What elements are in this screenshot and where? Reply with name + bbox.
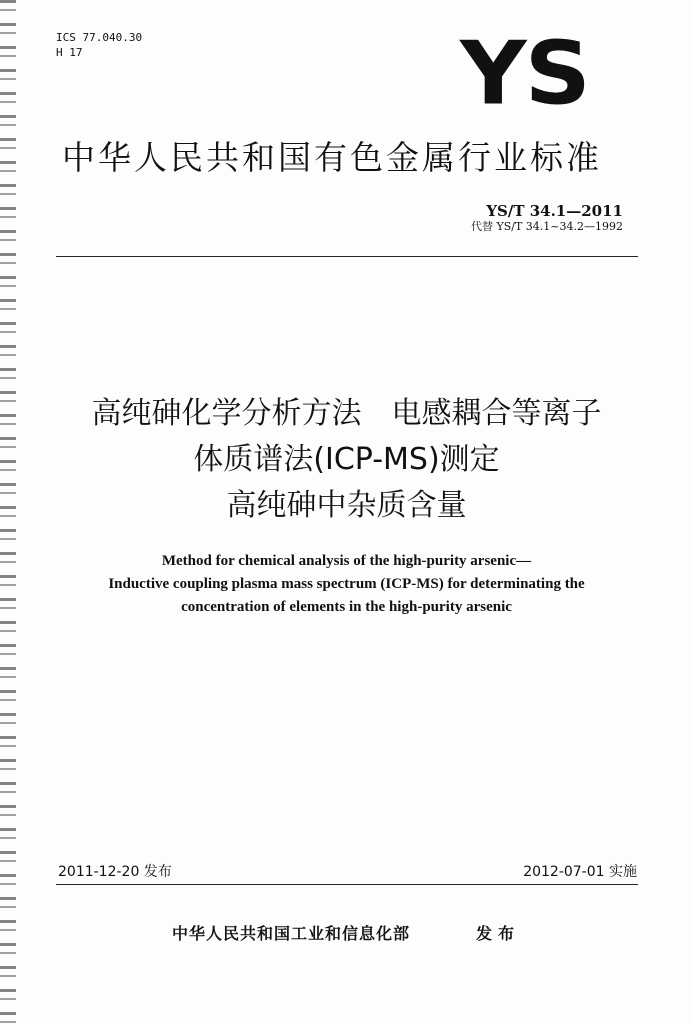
publisher-name: 中华人民共和国工业和信息化部	[172, 924, 411, 943]
publish-label: 发布	[476, 924, 521, 943]
chinese-title-line-3: 高纯砷中杂质含量	[226, 488, 467, 523]
ys-logo: YS	[460, 22, 589, 125]
footer-divider	[56, 884, 638, 885]
ics-code-block	[56, 30, 142, 60]
issue-date: 2011-12-20 发布	[58, 864, 172, 880]
english-title-line-2: Inductive coupling plasma mass spectrum (ICP-MS) for determinating the	[108, 576, 585, 592]
header-divider	[56, 256, 638, 257]
organization-title: 中华人民共和国有色金属行业标准	[62, 138, 602, 177]
ccs-code: H 17	[56, 46, 83, 59]
english-title	[40, 550, 653, 619]
english-title-line-1: Method for chemical analysis of the high-purity arsenic—	[161, 553, 532, 569]
english-title-line-3: concentration of elements in the high-purity arsenic	[181, 599, 512, 615]
scan-edge-shadow	[0, 0, 16, 1024]
ics-code: ICS 77.040.30	[56, 31, 143, 44]
replaces-standard: 代替 YS/T 34.1~34.2—1992	[470, 220, 623, 233]
chinese-title-line-2: 体质谱法(ICP-MS)测定	[193, 442, 500, 477]
standard-number: YS/T 34.1—2011	[486, 202, 623, 220]
chinese-title-line-1: 高纯砷化学分析方法 电感耦合等离子	[91, 396, 602, 431]
implementation-date: 2012-07-01 实施	[523, 864, 637, 880]
